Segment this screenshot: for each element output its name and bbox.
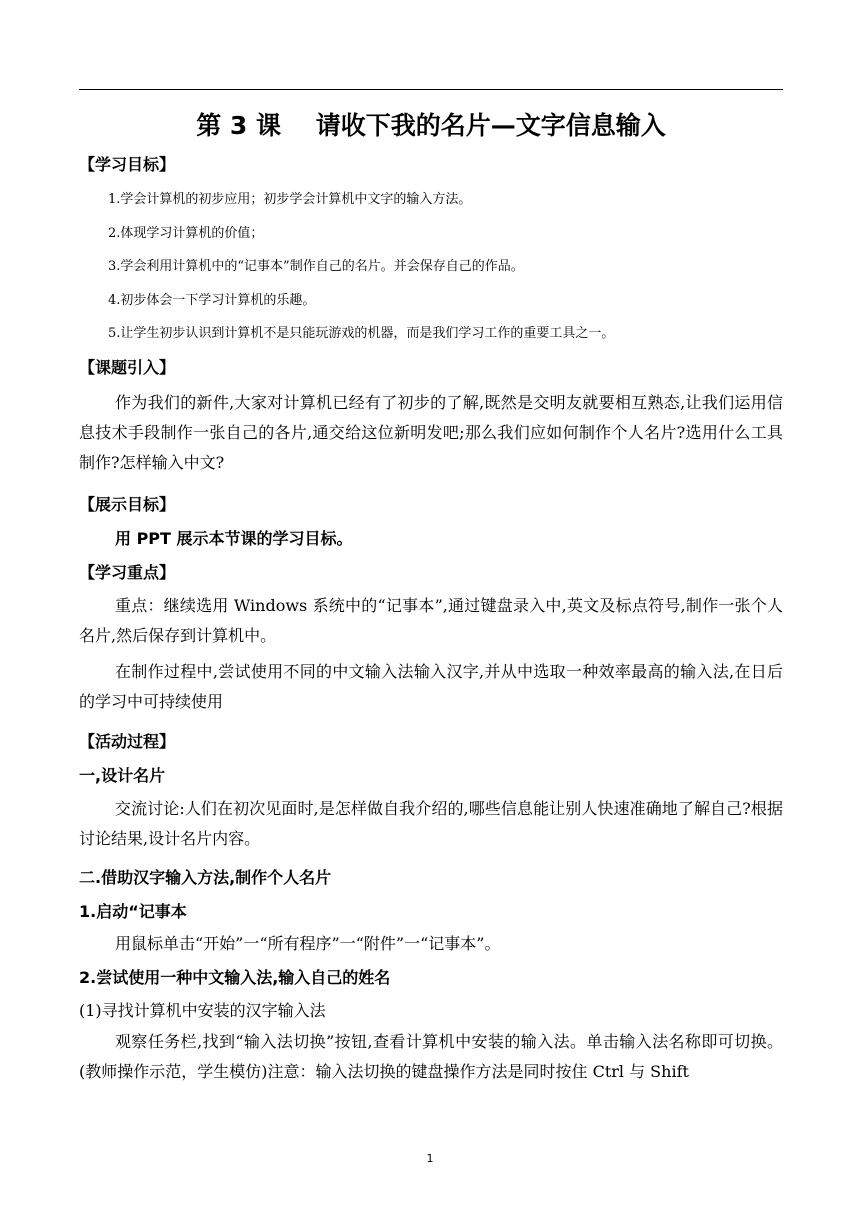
objective-item-2: 2.体现学习计算机的价值； (108, 226, 264, 241)
part1-paragraph: 交流讨论:人们在初次见面时,是怎样做自我介绍的,哪些信息能让别人快速准确地了解自己?根据讨论结果,设计名片内容。 (79, 799, 783, 848)
part2-heading: 二.借助汉字输入方法,制作个人名片 (79, 868, 332, 887)
header-rule (79, 89, 783, 90)
step2-heading: 2.尝试使用一种中文输入法,输入自己的姓名 (79, 968, 391, 987)
page-title: 第 3 课 请收下我的名片—文字信息输入 (196, 111, 666, 140)
objectives-heading: 【学习目标】 (79, 155, 176, 174)
objective-item-3: 3.学会利用计算机中的“记事本”制作自己的名片。并会保存自己的作品。 (108, 259, 524, 274)
objective-item-5: 5.让学生初步认识到计算机不是只能玩游戏的机器，而是我们学习工作的重要工具之一。 (108, 326, 615, 341)
keypoints-paragraph-2: 在制作过程中,尝试使用不同的中文输入法输入汉字,并从中选取一种效率最高的输入法,在日后的学习中可持续使用 (79, 662, 783, 711)
step1-heading: 1.启动“记事本 (79, 902, 187, 921)
step2-paragraph: 观察任务栏,找到“输入法切换”按钮,查看计算机中安装的输入法。单击输入法名称即可切换。(教师操作示范，学生模仿)注意：输入法切换的键盘操作方法是同时按住 Ctrl 与 Shift (79, 1032, 783, 1081)
show-heading: 【展示目标】 (79, 495, 176, 514)
keypoints-paragraph-1: 重点：继续选用 Windows 系统中的“记事本”,通过键盘录入中,英文及标点符号,制作一张个人名片,然后保存到计算机中。 (79, 596, 783, 645)
process-heading: 【活动过程】 (79, 732, 176, 751)
step1-text: 用鼠标单击“开始”一“所有程序”一“附件”一“记事本”。 (115, 934, 501, 953)
objective-item-1: 1.学会计算机的初步应用；初步学会计算机中文字的输入方法。 (108, 192, 472, 207)
part1-heading: 一,设计名片 (79, 766, 166, 785)
intro-paragraph: 作为我们的新件,大家对计算机已经有了初步的了解,既然是交明友就要相互熟态,让我们运用信息技术手段制作一张自己的各片,通交给这位新明发吧;那么我们应如何制作个人名片?选用什么工具制作?怎样输入中文? (79, 393, 783, 472)
intro-heading: 【课题引入】 (79, 358, 176, 377)
objective-item-4: 4.初步体会一下学习计算机的乐趣。 (108, 293, 316, 308)
keypoints-heading: 【学习重点】 (79, 563, 176, 582)
step2-subheading: (1)寻找计算机中安装的汉字输入法 (79, 1001, 326, 1020)
page-number: 1 (426, 1152, 434, 1165)
show-text: 用 PPT 展示本节课的学习目标。 (115, 529, 353, 548)
